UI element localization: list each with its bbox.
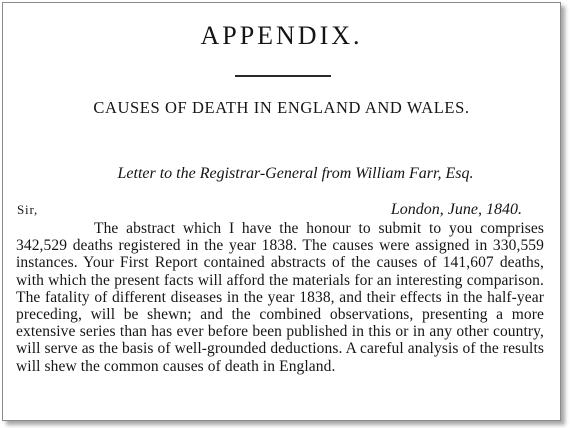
- letter-body: The abstract which I have the honour to submit to you comprises 342,529 deaths registered in the year 1838. The causes were assigned in 330,559 instances. Your First Report contained abstracts of the causes of 141,607 deaths, with which the present facts will afford the materials for an interesting comparison. The fatality of different diseases in the year 1838, and their effects in the half-year preceding, will be shewn; and the combined observations, presenting a more extensive series than has ever before been published in this or in any other country, will serve as the basis of well-grounded deductions. A careful analysis of the results will shew the common causes of death in England.: [16, 220, 544, 375]
- title-divider: [235, 75, 331, 77]
- section-subtitle: CAUSES OF DEATH IN ENGLAND AND WALES.: [93, 98, 470, 117]
- letter-heading: Letter to the Registrar-General from William Farr, Esq.: [117, 165, 474, 182]
- place-and-date: London, June, 1840.: [390, 201, 522, 218]
- salutation: Sir,: [17, 202, 39, 217]
- appendix-title: APPENDIX.: [200, 21, 363, 50]
- document-page: [2, 2, 561, 421]
